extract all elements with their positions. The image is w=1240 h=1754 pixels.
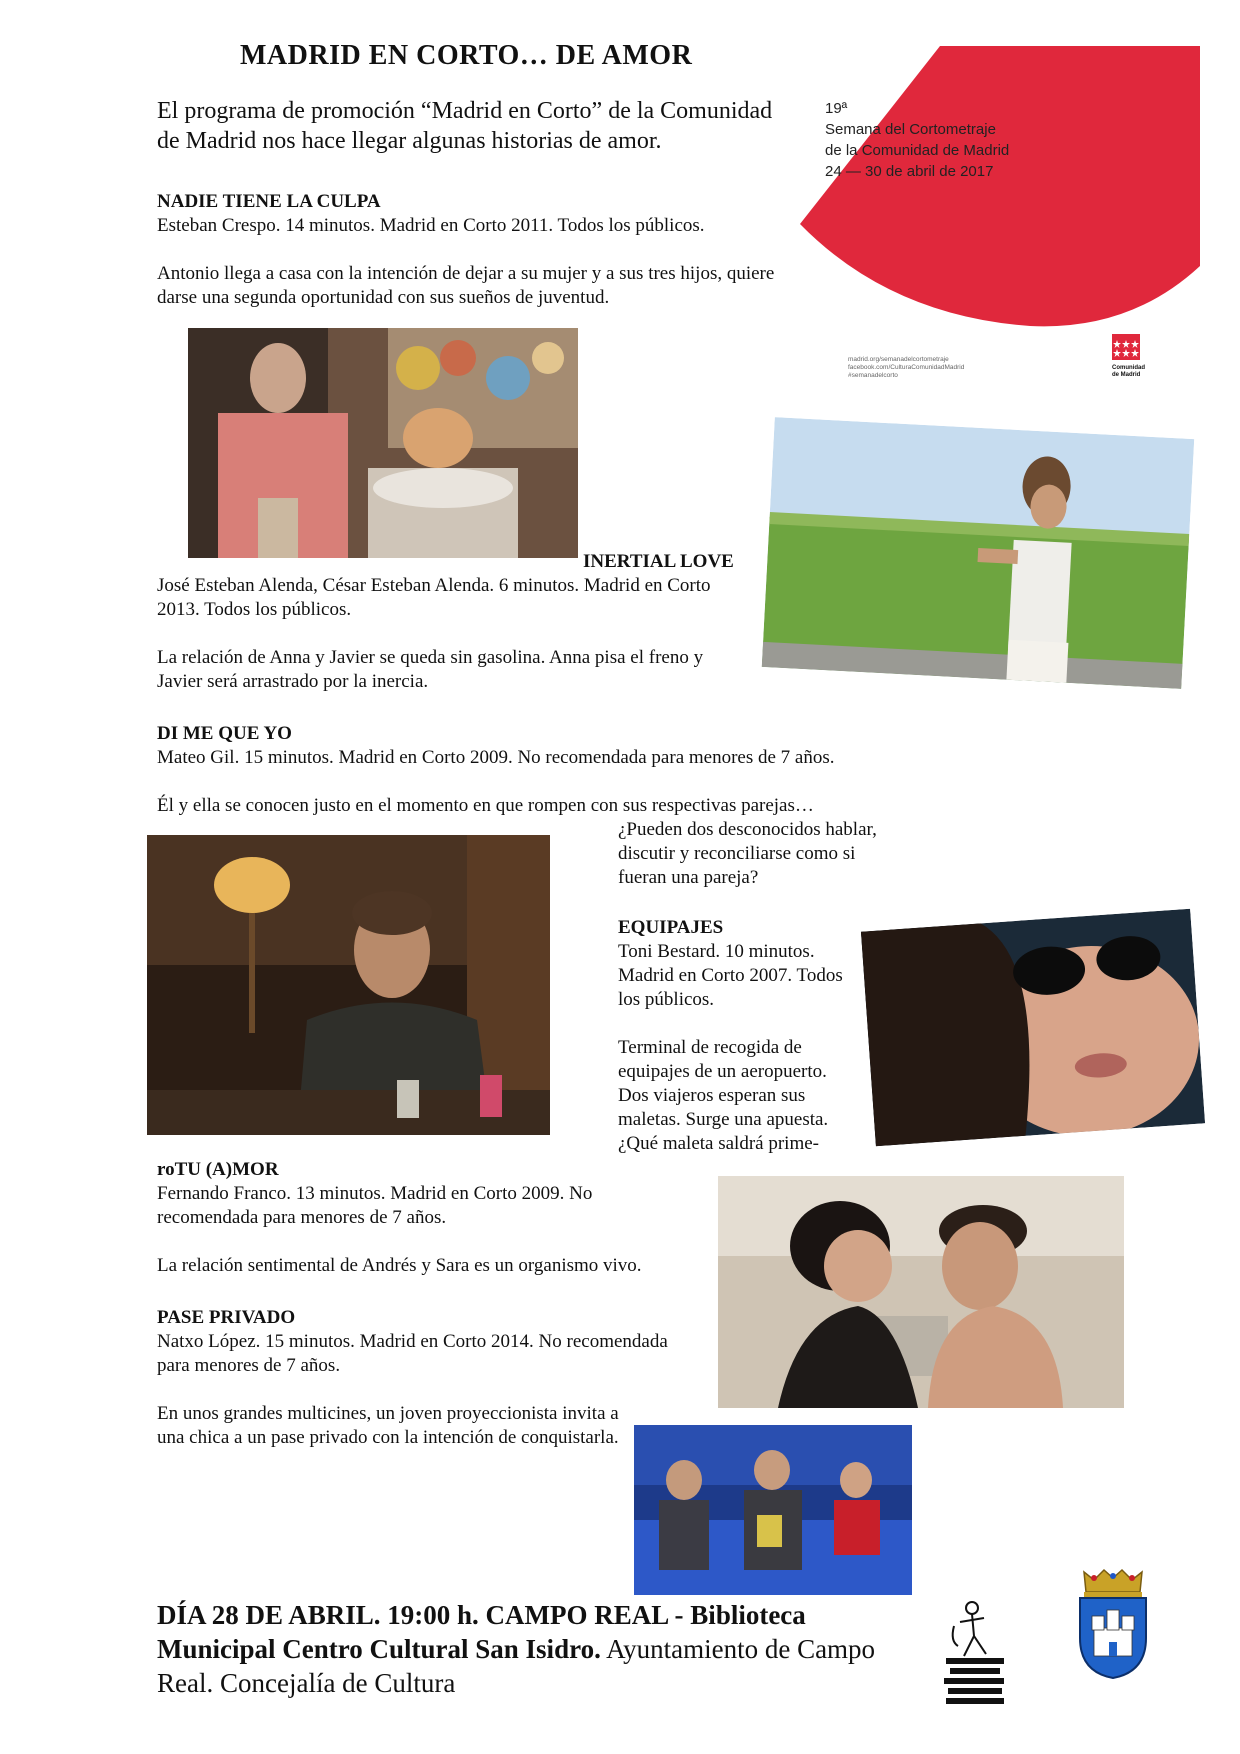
poster-link: madrid.org/semanadelcortometraje	[848, 356, 949, 363]
film-still-rotu-amor	[718, 1176, 1124, 1408]
library-emblem-icon	[940, 1596, 1010, 1706]
poster-link: #semanadelcorto	[848, 372, 898, 379]
event-info-bold: DÍA 28 DE ABRIL. 19:00 h. CAMPO REAL - Biblioteca Municipal Centro Cultural San Isidro.	[157, 1600, 806, 1664]
poster-link: facebook.com/CulturaComunidadMadrid	[848, 364, 965, 371]
film-still-pase-privado	[634, 1425, 912, 1595]
poster-edition: 19ª	[825, 100, 848, 117]
film-synopsis: La relación sentimental de Andrés y Sara es un organismo vivo.	[157, 1255, 642, 1276]
logo-caption: Comunidad de Madrid	[1112, 365, 1145, 378]
film-still-equipajes	[861, 909, 1205, 1146]
film-credits: Fernando Franco. 13 minutos. Madrid en Corto 2009. No recomendada para menores de 7 años.	[157, 1183, 593, 1228]
film-synopsis: En unos grandes multicines, un joven proyeccionista invita a una chica a un pase privado con la intención de conquistarla.	[157, 1403, 619, 1448]
film-synopsis-continued: ¿Pueden dos desconocidos hablar, discutir y reconciliarse como si fueran una pareja?	[618, 819, 877, 888]
film-credits: José Esteban Alenda, César Esteban Alenda. 6 minutos. Madrid en Corto 2013. Todos los públicos.	[157, 575, 711, 620]
film-still-di-me-que-yo	[147, 835, 550, 1135]
film-credits: Esteban Crespo. 14 minutos. Madrid en Corto 2011. Todos los públicos.	[157, 215, 705, 236]
madrid-stars-icon	[1112, 334, 1140, 360]
film-title: DI ME QUE YO	[157, 723, 292, 744]
film-credits: Natxo López. 15 minutos. Madrid en Corto 2014. No recomendada para menores de 7 años.	[157, 1331, 668, 1376]
page-title: MADRID EN CORTO… DE AMOR	[240, 40, 693, 71]
film-credits: Mateo Gil. 15 minutos. Madrid en Corto 2009. No recomendada para menores de 7 años.	[157, 747, 835, 768]
film-credits: Toni Bestard. 10 minutos. Madrid en Corto 2007. Todos los públicos.	[618, 941, 843, 1010]
event-info-rest: Ayuntamiento de Campo Real. Concejalía de Cultura	[157, 1634, 876, 1698]
film-title: PASE PRIVADO	[157, 1307, 296, 1328]
film-synopsis: La relación de Anna y Javier se queda sin gasolina. Anna pisa el freno y Javier será arrastrado por la inercia.	[157, 647, 704, 692]
film-synopsis: Terminal de recogida de equipajes de un aeropuerto. Dos viajeros esperan sus maletas. Surge una apuesta. ¿Qué maleta saldrá prime-	[618, 1037, 829, 1154]
film-title: EQUIPAJES	[618, 917, 724, 938]
festival-poster	[800, 46, 1200, 386]
poster-line1: Semana del Cortometraje	[825, 121, 996, 138]
film-synopsis: Antonio llega a casa con la intención de dejar a su mujer y a sus tres hijos, quiere darse una segunda oportunidad con sus sueños de juventud.	[157, 263, 775, 308]
poster-dates: 24 — 30 de abril de 2017	[825, 163, 994, 180]
film-title: roTU (A)MOR	[157, 1159, 279, 1180]
film-still-inertial-love	[762, 417, 1195, 689]
intro-paragraph: El programa de promoción “Madrid en Corto” de la Comunidad de Madrid nos hace llegar algunas historias de amor.	[157, 98, 773, 154]
event-info	[157, 1598, 917, 1700]
comunidad-madrid-logo	[1112, 334, 1148, 379]
film-synopsis: Él y ella se conocen justo en el momento en que rompen con sus respectivas parejas…	[157, 795, 814, 816]
film-still-nadie-tiene-la-culpa	[188, 328, 578, 558]
poster-line2: de la Comunidad de Madrid	[825, 142, 1010, 159]
coat-of-arms-icon	[1074, 1566, 1152, 1681]
film-title: NADIE TIENE LA CULPA	[157, 191, 381, 212]
film-title: INERTIAL LOVE	[583, 551, 734, 572]
